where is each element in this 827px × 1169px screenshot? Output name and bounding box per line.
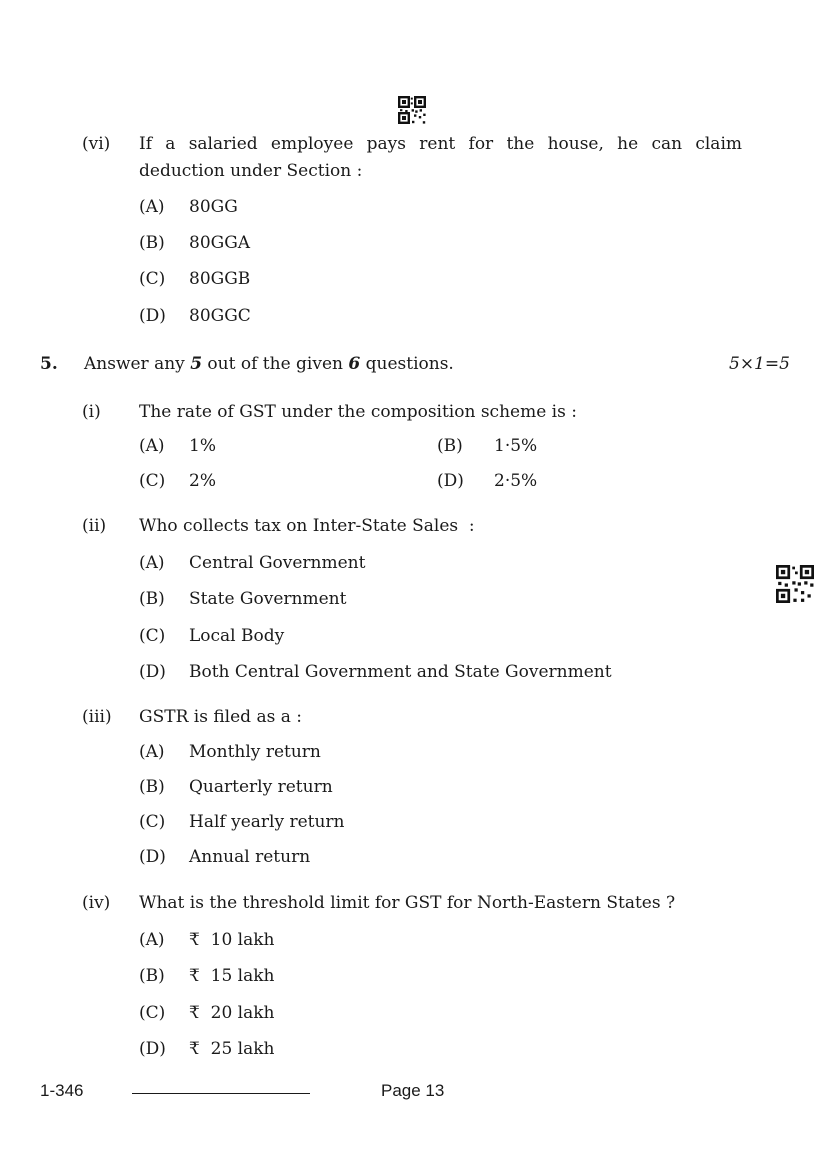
footer-divider (132, 1093, 310, 1094)
option-text: ₹ 25 lakh (189, 1039, 275, 1059)
question-number: (iv) (82, 893, 111, 913)
option-text: ₹ 20 lakh (189, 1003, 275, 1023)
option-letter: (C) (139, 1003, 166, 1023)
option-text: Annual return (189, 847, 311, 867)
option-letter: (A) (139, 197, 165, 217)
question-text: If a salaried employee pays rent for the house, he can claim (139, 134, 742, 154)
instruction-count: 5 (190, 354, 203, 374)
marks-allocation: 5×1=5 (729, 354, 790, 374)
option-text: Monthly return (189, 742, 321, 762)
option-letter: (C) (139, 626, 166, 646)
instruction-text: questions. (360, 354, 454, 374)
paper-code: 1-346 (40, 1081, 84, 1100)
question-number: (i) (82, 402, 101, 422)
option-letter: (A) (139, 436, 165, 456)
option-text: 80GGC (189, 306, 251, 326)
question-text: The rate of GST under the composition scheme is : (139, 402, 577, 422)
page-number: Page 13 (381, 1081, 445, 1100)
instruction-count: 6 (348, 354, 361, 374)
option-letter: (C) (139, 812, 166, 832)
option-letter: (D) (139, 662, 166, 682)
option-letter: (C) (139, 471, 166, 491)
option-letter: (B) (139, 233, 165, 253)
option-text: Local Body (189, 626, 285, 646)
qr-code-top (398, 96, 426, 124)
question-text-continued: deduction under Section : (139, 161, 363, 181)
question-instruction (84, 353, 454, 375)
option-text: 80GG (189, 197, 238, 217)
question-number: (vi) (82, 134, 111, 154)
option-letter: (D) (437, 471, 464, 491)
option-text: 2·5% (494, 471, 538, 491)
option-letter: (B) (139, 777, 165, 797)
question-number: (ii) (82, 516, 107, 536)
option-text: 80GGA (189, 233, 251, 253)
option-text: 80GGB (189, 269, 251, 289)
instruction-text: Answer any (84, 354, 191, 374)
option-text: 1·5% (494, 436, 538, 456)
question-text: What is the threshold limit for GST for North-Eastern States ? (139, 893, 676, 913)
option-letter: (A) (139, 930, 165, 950)
question-text: GSTR is filed as a : (139, 707, 302, 727)
option-letter: (D) (139, 1039, 166, 1059)
option-text: State Government (189, 589, 347, 609)
option-letter: (B) (437, 436, 463, 456)
qr-code-side (776, 565, 814, 603)
option-text: Quarterly return (189, 777, 333, 797)
question-number: 5. (40, 354, 58, 374)
option-text: ₹ 10 lakh (189, 930, 275, 950)
option-text: Half yearly return (189, 812, 345, 832)
option-text: 2% (189, 471, 216, 491)
instruction-text: out of the given (202, 354, 349, 374)
option-letter: (B) (139, 966, 165, 986)
option-letter: (D) (139, 306, 166, 326)
option-text: 1% (189, 436, 216, 456)
option-letter: (C) (139, 269, 166, 289)
question-number: (iii) (82, 707, 112, 727)
question-text: Who collects tax on Inter-State Sales : (139, 516, 475, 536)
option-letter: (B) (139, 589, 165, 609)
option-text: ₹ 15 lakh (189, 966, 275, 986)
option-letter: (A) (139, 553, 165, 573)
option-text: Central Government (189, 553, 366, 573)
option-letter: (D) (139, 847, 166, 867)
option-letter: (A) (139, 742, 165, 762)
option-text: Both Central Government and State Government (189, 662, 612, 682)
